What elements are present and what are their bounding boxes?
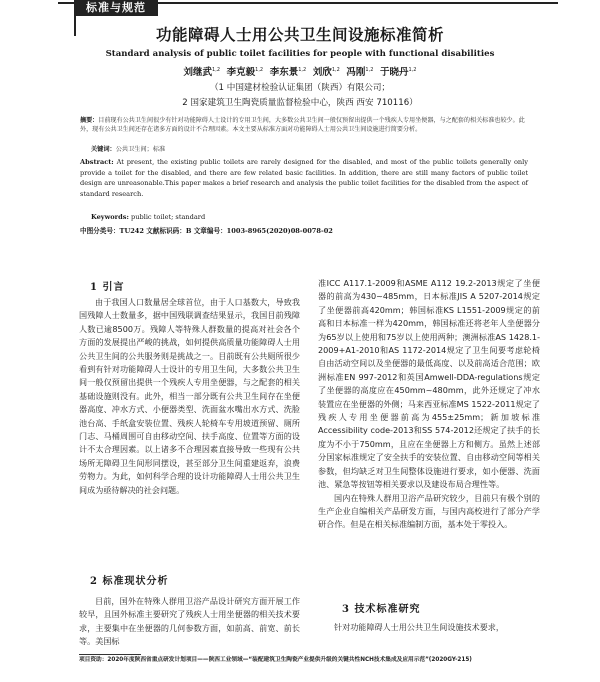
- keywords-cn-text: 公共卫生间；标准: [115, 146, 166, 153]
- paragraph: 目前，国外在特殊人群用卫浴产品设计研究方面开展工作较早，且国外标准主要研究了残疾人士用坐便器的相关技术要求，主要集中在坐便器的几何参数方面，如前高、前宽、前长等。美国标: [79, 596, 300, 647]
- keywords-en-text: public toilet; standard: [131, 213, 206, 221]
- paragraph-continued: 准ICC A117.1-2009和ASME A112 19.2-2013规定了坐便器的前高为430~485mm，日本标准JIS A 5207-2014规定了坐便器前高420mm；韩国标准KS L1551-2009规定的前高和日本标准一样为420mm，韩国标准还将老年人坐便器分为65岁以上使用和75岁以上使用两种；澳洲标准AS 1428.1-2009+A1-2010和AS 1172-2014规定了卫生间要考虑轮椅自由活动空间以及坐便器的最低高度、以及前高适合范围；欧洲标准EN 997-2012和英国Amwell-DDA-regulations规定了坐便器的高度应在450mm~480mm，此外还规定了冲水装置应在坐便器的外侧；马来西亚标准MS 1522-2011规定了残疾人专用坐便器前高为455±25mm；新加坡标准Accessibility code-2013和SS 574-2012还规定了扶手的长度为不小于750mm，且应在坐便器上方和侧方。虽然上述部分国家标准规定了安全扶手的安装位置、自由移动空间等相关参数，但均缺乏对卫生间整体设施进行要求，如小便器、洗面池、紧急等按钮等相关要求以及建设布局合理性等。: [318, 278, 540, 490]
- right-column-lower: [318, 621, 540, 634]
- footnote: 项目资助：2020年度陕西省重点研发计划项目——陕西工业领域—“装配建筑卫生陶瓷产业提供升级的关键共性NCH技术集成及应用示范”(2020GY-215): [79, 657, 472, 663]
- author: 刘欣$^{1,2}$: [312, 66, 340, 78]
- paragraph: 由于我国人口数量居全球首位，由于人口基数大，导致我国残障人士数量多，据中国残联调查结果显示，我国目前残障人数已逾8500万。残障人等特殊人群数量的提高对社会各个方面的发展提出严峻的挑战，如何提供高质量功能障碍人士用公共卫生间的公共服务则是挑战之一。目前既有公共厕所很少看到有针对功能障碍人士设计的专用卫生间，大多数公共卫生间一般仅预留出提供一个残疾人专用坐便器，与之配套的相关基础设施则没有。此外，相当一部分既有公共卫生间存在坐便器高度、冲水方式、小便器类型、洗面盆水嘴出水方式、洗脸池台高、手纸盒安装位置、残疾人轮椅车专用坡道预留、厕所门志、马桶周围可自由移动空间、扶手高度、位置等方面的设计不太合理因素。以上诸多不合理因素直接导致一些现有公共场所无障碍卫生间形同摆设，甚至部分卫生间重建返弃，浪费劳物力。为此，如何科学合理的设计功能障碍人士用公共卫生间成为亟待解决的社会问题。: [79, 297, 300, 495]
- abstract-cn-label: 摘要：: [80, 117, 99, 124]
- abstract-cn: [80, 116, 528, 134]
- keywords-en: [91, 213, 205, 221]
- author: 李东景$^{1,2}$: [269, 66, 307, 78]
- footnote-rule: [79, 654, 141, 655]
- author: 李克毅$^{1,2}$: [226, 66, 264, 78]
- article-title-cn: 功能障碍人士用公共卫生间设施标准简析: [155, 26, 444, 44]
- abstract-cn-text: 目前现有公共卫生间很少有针对功能障碍人士设计的专用卫生间，大多数公共卫生间一般仅预留出提供一个残疾人专用坐便器，与之配套的相关标准也较少。此外，现有公共卫生间还存在诸多方面的设计不合理因素。本文主要从标准方面对功能障碍人士用公共卫生间设施进行简要分析。: [80, 117, 525, 134]
- author-list: [60, 64, 540, 78]
- classification-line: 中图分类号：TU242 文献标识码：B 文章编号：1003-8965(2020)08-0078-02: [80, 227, 333, 235]
- abstract-en-label: Abstract:: [80, 158, 114, 166]
- keywords-cn: [91, 144, 165, 153]
- abstract-en: [80, 157, 528, 199]
- keywords-cn-label: 关键词：: [91, 146, 116, 153]
- paragraph: 针对功能障碍人士用公共卫生间设施技术要求，: [334, 622, 504, 632]
- left-column-lower: [79, 595, 300, 649]
- left-column: [79, 296, 300, 497]
- paragraph: 国内在特殊人群用卫浴产品研究较少，目前只有极个别的生产企业自编相关产品研发方面，与国内高校进行了部分产学研合作。但是在相关标准编制方面，基本处于零投入。: [318, 492, 540, 530]
- author: 于晓丹$^{1,2}$: [380, 66, 417, 78]
- column-tag: 标准与规范: [74, 0, 158, 16]
- article-title-en: Standard analysis of public toilet facilities for people with functional disabilities: [105, 49, 495, 59]
- abstract-en-text: At present, the existing public toilets are rarely designed for the disabled, and most of the public toilets generally only provide a toilet for the disabled, and there are few related basic facilities. In addition, there are still many factors of public toilet design are unreasonable.This paper makes a brief research and analysis the public toilet facilities for the disabled from the aspect of standard research.: [80, 158, 528, 198]
- affiliation-1: （1 中国建材检验认证集团（陕西）有限公司；: [209, 83, 391, 93]
- right-column: [318, 277, 540, 532]
- author: 冯刚$^{1,2}$: [346, 66, 374, 78]
- section-2-heading: 2 标准现状分析: [90, 576, 169, 587]
- section-1-heading: 1 引言: [90, 282, 125, 293]
- author: 刘继武$^{1,2}$: [183, 66, 220, 78]
- keywords-en-label: Keywords:: [91, 213, 129, 221]
- section-3-heading: 3 技术标准研究: [342, 604, 421, 615]
- affiliation-2: 2 国家建筑卫生陶瓷质量监督检验中心，陕西 西安 710116）: [182, 98, 418, 108]
